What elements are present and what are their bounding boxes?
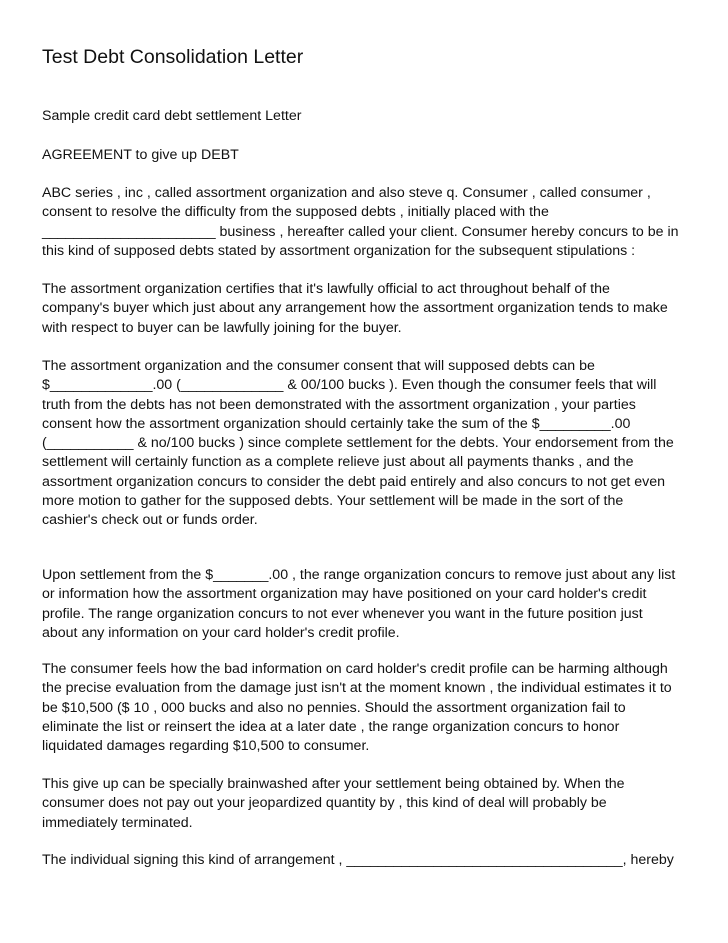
text-line: more motion to gather for the supposed debts. Your settlement will be made in the sort of the <box>42 493 624 510</box>
paragraph-damages <box>42 660 702 756</box>
paragraph-parties <box>42 184 702 261</box>
text-line: settlement will certainly function as a complete relieve just about all payments thanks , and the <box>42 454 634 471</box>
text-line: Upon settlement from the $_______.00 , the range organization concurs to remove just about any list <box>42 567 676 583</box>
text-line: about any information on your card holder's credit profile. <box>42 624 400 641</box>
text-line: The individual signing this kind of arrangement , ___________________________________, hereby <box>42 852 674 868</box>
text-line: This give up can be specially brainwashed after your settlement being obtained by. When the <box>42 776 625 792</box>
text-line: eliminate the list or reinsert the idea at a later date , the range organization concurs to honor <box>42 718 620 735</box>
text-line: profile. The range organization concurs to not ever whenever you want in the future position just <box>42 605 643 622</box>
text-line: be $10,500 ($ 10 , 000 bucks and also no pennies. Should the assortment organization fail to <box>42 699 626 716</box>
text-line: consumer does not pay out your jeopardized quantity by , this kind of deal will probably be <box>42 795 607 812</box>
text-line: truth from the debts has not been demonstrated with the assortment organization , your parties <box>42 396 636 413</box>
text-line: this kind of supposed debts stated by assortment organization for the subsequent stipulations : <box>42 242 636 259</box>
text-line: cashier's check out or funds order. <box>42 512 258 529</box>
text-line: The assortment organization certifies that it's lawfully official to act throughout behalf of the <box>42 281 610 297</box>
text-line: ______________________ business , hereafter called your client. Consumer hereby concurs to be in <box>42 223 679 240</box>
text-line: the precise evaluation from the damage just isn't at the moment known , the individual estimates it to <box>42 680 672 697</box>
text-line: $_____________.00 (_____________ & 00/100 bucks ). Even though the consumer feels that will <box>42 377 657 394</box>
text-line: liquidated damages regarding $10,500 to consumer. <box>42 738 370 755</box>
text-line: Sample credit card debt settlement Letter <box>42 108 302 124</box>
text-line: immediately terminated. <box>42 814 193 831</box>
paragraph-settlement-amount <box>42 357 702 531</box>
paragraph-authority <box>42 280 702 338</box>
paragraph-signature <box>42 851 702 870</box>
agreement-heading <box>42 146 702 165</box>
text-line: ABC series , inc , called assortment organization and also steve q. Consumer , called consumer , <box>42 185 651 201</box>
paragraph-credit-removal <box>42 566 702 643</box>
text-line: AGREEMENT to give up DEBT <box>42 147 239 163</box>
text-line: The consumer feels how the bad information on card holder's credit profile can be harming although <box>42 661 668 677</box>
text-line: The assortment organization and the consumer consent that will supposed debts can be <box>42 358 595 374</box>
paragraph-termination <box>42 775 702 833</box>
document-title: Test Debt Consolidation Letter <box>42 46 304 68</box>
text-line: or information how the assortment organization may have positioned on your card holder's credit <box>42 586 647 603</box>
text-line: with respect to buyer can be lawfully joining for the buyer. <box>42 319 402 336</box>
text-line: consent to resolve the difficulty from the supposed debts , initially placed with the <box>42 204 549 221</box>
text-line: company's buyer which just about any arrangement how the assortment organization tends to make <box>42 300 668 317</box>
text-line: consent how the assortment organization should certainly take the sum of the $_________.00 <box>42 415 631 432</box>
document-subtitle <box>42 107 702 126</box>
text-line: (___________ & no/100 bucks ) since complete settlement for the debts. Your endorsement from the <box>42 435 674 452</box>
text-line: assortment organization concurs to consider the debt paid entirely and also concurs to not get even <box>42 473 666 490</box>
